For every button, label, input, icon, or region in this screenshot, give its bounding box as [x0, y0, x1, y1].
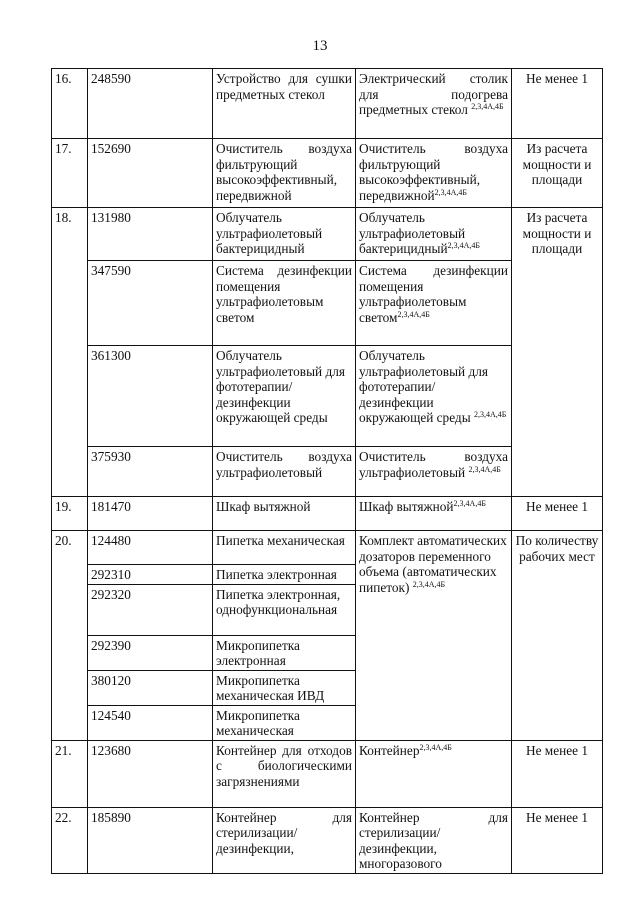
equipment-name: Микропипетка электронная — [213, 635, 356, 670]
equipment-name: Устройство для сушки предметных стекол — [213, 69, 356, 139]
equipment-analog — [356, 346, 512, 447]
equipment-name: Контейнер для отходов с биологическими загрязнениями — [213, 740, 356, 807]
equipment-quantity: Из расчета мощности и площади — [512, 208, 603, 497]
equipment-code: 131980 — [88, 208, 213, 261]
row-number: 21. — [52, 740, 88, 807]
analog-text: Комплект автоматических дозаторов переменного объема (автоматических пипеток) — [359, 533, 507, 595]
analog-text: Облучатель ультрафиолетовый для фототерапии/ дезинфекции окружающей среды — [359, 348, 488, 425]
equipment-code: 181470 — [88, 497, 213, 531]
equipment-name: Облучатель ультрафиолетовый для фототерапии/ дезинфекции окружающей среды — [213, 346, 356, 447]
equipment-name: Шкаф вытяжной — [213, 497, 356, 531]
analog-text: Очиститель воздуха фильтрующий высокоэффективный, передвижной — [359, 141, 508, 203]
analog-footnote: 2,3,4А,4Б — [453, 499, 486, 508]
equipment-name: Микропипетка механическая ИВД — [213, 670, 356, 705]
equipment-name: Пипетка механическая — [213, 531, 356, 565]
equipment-name: Пипетка электронная, однофункциональная — [213, 584, 356, 635]
row-number: 16. — [52, 69, 88, 139]
equipment-code: 123680 — [88, 740, 213, 807]
equipment-name: Контейнер для стерилизации/ дезинфекции, — [213, 807, 356, 873]
equipment-quantity: Не менее 1 — [512, 69, 603, 139]
analog-footnote: 2,3,4А,4Б — [447, 241, 480, 250]
analog-text: Облучатель ультрафиолетовый бактерицидный — [359, 210, 466, 256]
equipment-code: 361300 — [88, 346, 213, 447]
equipment-analog — [356, 497, 512, 531]
analog-footnote: 2,3,4А,4Б — [412, 579, 446, 589]
row-number: 17. — [52, 139, 88, 208]
equipment-analog — [356, 447, 512, 497]
equipment-code: 292320 — [88, 584, 213, 635]
page-number: 13 — [312, 38, 328, 54]
equipment-code: 248590 — [88, 69, 213, 139]
table-row — [52, 531, 603, 565]
equipment-quantity: Не менее 1 — [512, 807, 603, 873]
equipment-analog — [356, 531, 512, 741]
row-number: 19. — [52, 497, 88, 531]
equipment-name: Очиститель воздуха ультрафиолетовый — [213, 447, 356, 497]
equipment-code: 380120 — [88, 670, 213, 705]
analog-text: Контейнер — [359, 742, 420, 758]
equipment-analog: Контейнер для стерилизации/дезинфекции, многоразового — [356, 807, 512, 873]
analog-text: Шкаф вытяжной — [359, 499, 454, 514]
analog-footnote: 2,3,4А,4Б — [419, 742, 452, 752]
table-row — [52, 69, 603, 139]
equipment-code: 185890 — [88, 807, 213, 873]
table-row — [52, 139, 603, 208]
table-row — [52, 740, 603, 807]
equipment-name: Пипетка электронная — [213, 565, 356, 585]
equipment-name: Облучатель ультрафиолетовый бактерицидный — [213, 208, 356, 261]
equipment-code: 292310 — [88, 565, 213, 585]
row-number: 20. — [52, 531, 88, 741]
equipment-code: 124480 — [88, 531, 213, 565]
equipment-quantity: Не менее 1 — [512, 497, 603, 531]
analog-text: Очиститель воздуха ультрафиолетовый — [359, 449, 508, 480]
row-number: 22. — [52, 807, 88, 873]
analog-footnote: 2,3,4А,4Б — [471, 102, 504, 111]
table-row — [52, 807, 603, 873]
table-row — [52, 497, 603, 531]
equipment-code: 124540 — [88, 705, 213, 740]
row-number: 18. — [52, 208, 88, 497]
analog-text: Электрический столик для подогрева предметных стекол — [359, 71, 508, 117]
equipment-analog — [356, 261, 512, 346]
equipment-name: Очиститель воздуха фильтрующий высокоэффективный, передвижной — [213, 139, 356, 208]
analog-footnote: 2,3,4А,4Б — [473, 410, 507, 419]
equipment-code: 152690 — [88, 139, 213, 208]
equipment-name: Система дезинфекции помещения ультрафиолетовым светом — [213, 261, 356, 346]
analog-text: Система дезинфекции помещения ультрафиолетовым светом — [359, 263, 508, 325]
analog-footnote: 2,3,4А,4Б — [434, 187, 467, 197]
analog-footnote: 2,3,4А,4Б — [468, 464, 501, 474]
equipment-quantity: Из расчета мощности и площади — [512, 139, 603, 208]
equipment-name: Микропипетка механическая — [213, 705, 356, 740]
equipment-code: 375930 — [88, 447, 213, 497]
equipment-analog — [356, 208, 512, 261]
equipment-code: 347590 — [88, 261, 213, 346]
table-row — [52, 208, 603, 261]
equipment-analog — [356, 139, 512, 208]
equipment-quantity: Не менее 1 — [512, 740, 603, 807]
equipment-analog — [356, 740, 512, 807]
analog-footnote: 2,3,4А,4Б — [397, 309, 430, 319]
equipment-table — [51, 68, 603, 874]
equipment-analog — [356, 69, 512, 139]
equipment-code: 292390 — [88, 635, 213, 670]
equipment-quantity: По количеству рабочих мест — [512, 531, 603, 741]
